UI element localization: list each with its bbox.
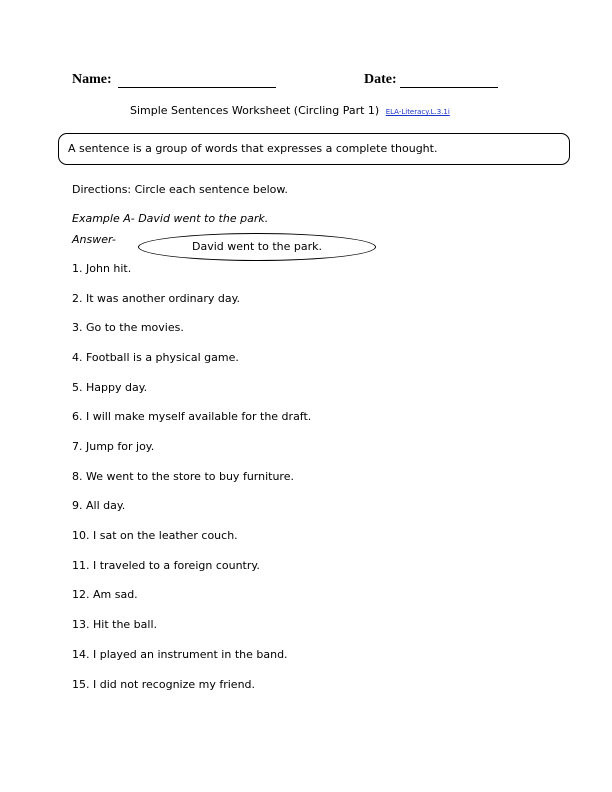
header-row (0, 72, 612, 92)
date-field[interactable] (400, 72, 498, 88)
worksheet-title: Simple Sentences Worksheet (Circling Part 1) (130, 104, 380, 117)
worksheet-title-row (130, 104, 450, 117)
sentence-item[interactable]: 13. Hit the ball. (72, 618, 158, 631)
date-label: Date: (364, 72, 397, 87)
sentence-item[interactable]: 3. Go to the movies. (72, 321, 184, 334)
example-prompt: Example A- David went to the park. (72, 212, 269, 225)
example-answer-text: David went to the park. (191, 240, 322, 253)
sentence-item[interactable]: 12. Am sad. (72, 588, 138, 601)
name-field[interactable] (118, 72, 276, 88)
sentence-item[interactable]: 8. We went to the store to buy furniture. (72, 470, 294, 483)
sentence-item[interactable]: 11. I traveled to a foreign country. (72, 559, 260, 572)
name-label: Name: (72, 72, 112, 87)
definition-box (58, 133, 570, 165)
sentence-item[interactable]: 9. All day. (72, 499, 126, 512)
sentence-item[interactable]: 4. Football is a physical game. (72, 351, 239, 364)
sentence-item[interactable]: 14. I played an instrument in the band. (72, 648, 288, 661)
sentence-item[interactable]: 2. It was another ordinary day. (72, 292, 241, 305)
sentence-item[interactable]: 6. I will make myself available for the draft. (72, 410, 312, 423)
sentence-item[interactable]: 7. Jump for joy. (72, 440, 155, 453)
sentence-item[interactable]: 15. I did not recognize my friend. (72, 678, 256, 691)
standard-link[interactable]: ELA-Literacy.L.3.1i (385, 108, 450, 116)
example-answer-circle (138, 233, 376, 261)
sentence-item[interactable]: 5. Happy day. (72, 381, 148, 394)
example-answer-label: Answer- (72, 233, 116, 246)
sentence-item[interactable]: 1. John hit. (72, 262, 132, 275)
definition-text: A sentence is a group of words that expresses a complete thought. (68, 142, 438, 155)
sentence-item[interactable]: 10. I sat on the leather couch. (72, 529, 238, 542)
directions-text: Directions: Circle each sentence below. (72, 183, 288, 196)
